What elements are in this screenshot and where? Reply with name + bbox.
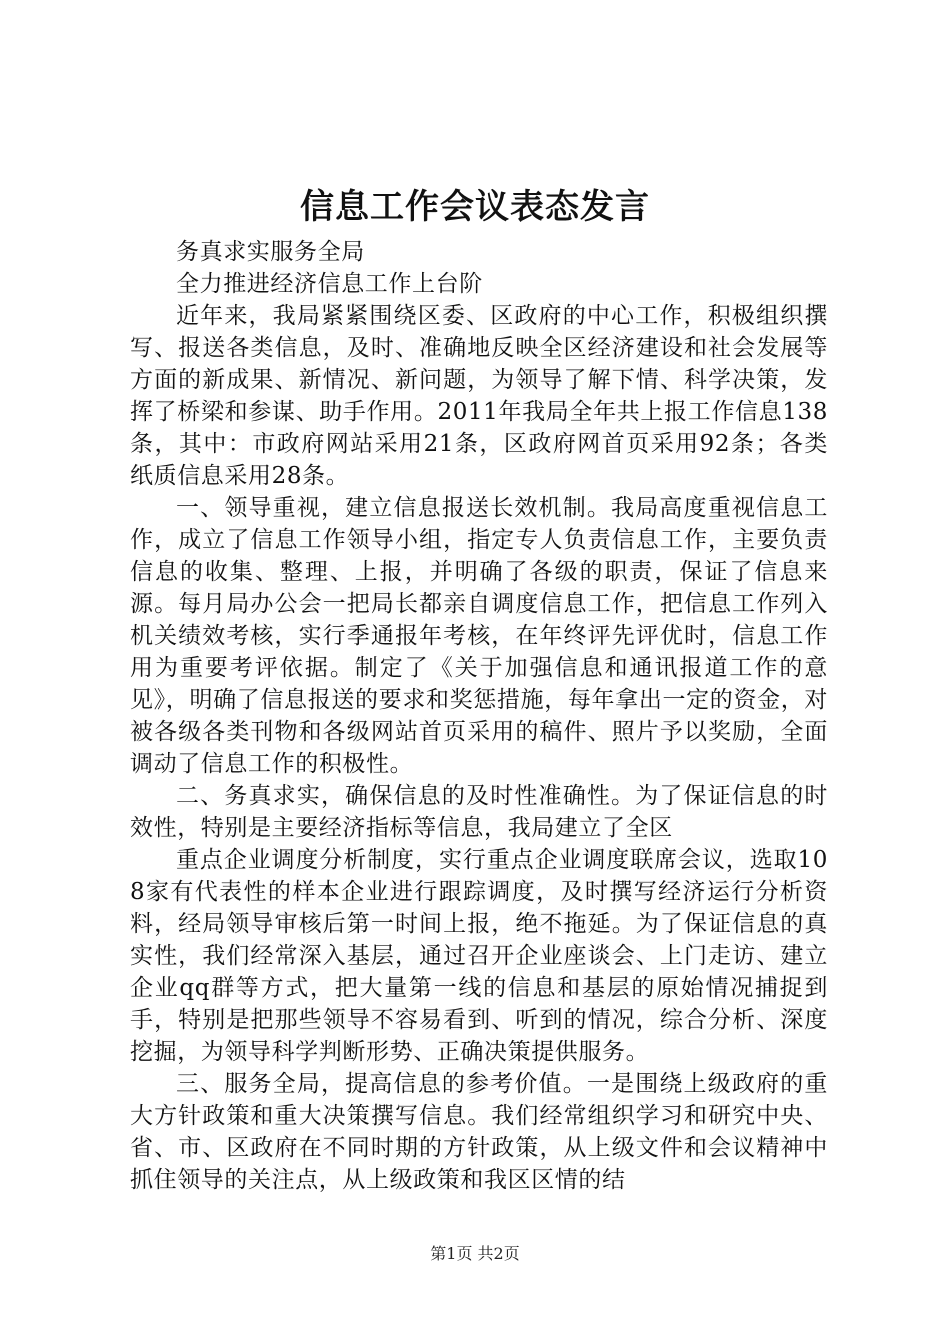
paragraph-section-3: 三、服务全局，提高信息的参考价值。一是围绕上级政府的重大方针政策和重大决策撰写信息。我们经常组织学习和研究中央、省、市、区政府在不同时期的方针政策，从上级文件和会议精神中抓住领导的关注点，从上级政策和我区区情的结: [130, 1071, 828, 1193]
document-body: [130, 236, 828, 1196]
page-number-footer: 第1页 共2页: [430, 1244, 520, 1263]
paragraph-section-1: 一、领导重视，建立信息报送长效机制。我局高度重视信息工作，成立了信息工作领导小组，指定专人负责信息工作，主要负责信息的收集、整理、上报，并明确了各级的职责，保证了信息来源。每月局办公会一把局长都亲自调度信息工作，把信息工作列入机关绩效考核，实行季通报年考核，在年终评先评优时，信息工作用为重要考评依据。制定了《关于加强信息和通讯报道工作的意见》，明确了信息报送的要求和奖惩措施，每年拿出一定的资金，对被各级各类刊物和各级网站首页采用的稿件、照片予以奖励，全面调动了信息工作的积极性。: [130, 495, 828, 777]
subtitle-line-1: 务真求实服务全局: [176, 239, 365, 265]
document-title: 信息工作会议表态发言: [300, 187, 650, 227]
paragraph-intro: 近年来，我局紧紧围绕区委、区政府的中心工作，积极组织撰写、报送各类信息，及时、准确地反映全区经济建设和社会发展等方面的新成果、新情况、新问题，为领导了解下情、科学决策，发挥了桥梁和参谋、助手作用。2011年我局全年共上报工作信息138条，其中：市政府网站采用21条，区政府网首页采用92条；各类纸质信息采用28条。: [130, 303, 828, 489]
paragraph-section-2: 二、务真求实，确保信息的及时性准确性。为了保证信息的时效性，特别是主要经济指标等信息，我局建立了全区: [130, 783, 828, 841]
subtitle-line-2: 全力推进经济信息工作上台阶: [176, 271, 483, 297]
paragraph-section-2-continued: 重点企业调度分析制度，实行重点企业调度联席会议，选取108家有代表性的样本企业进行跟踪调度，及时撰写经济运行分析资料，经局领导审核后第一时间上报，绝不拖延。为了保证信息的真实性，我们经常深入基层，通过召开企业座谈会、上门走访、建立企业qq群等方式，把大量第一线的信息和基层的原始情况捕捉到手，特别是把那些领导不容易看到、听到的情况，综合分析、深度挖掘，为领导科学判断形势、正确决策提供服务。: [130, 847, 828, 1065]
